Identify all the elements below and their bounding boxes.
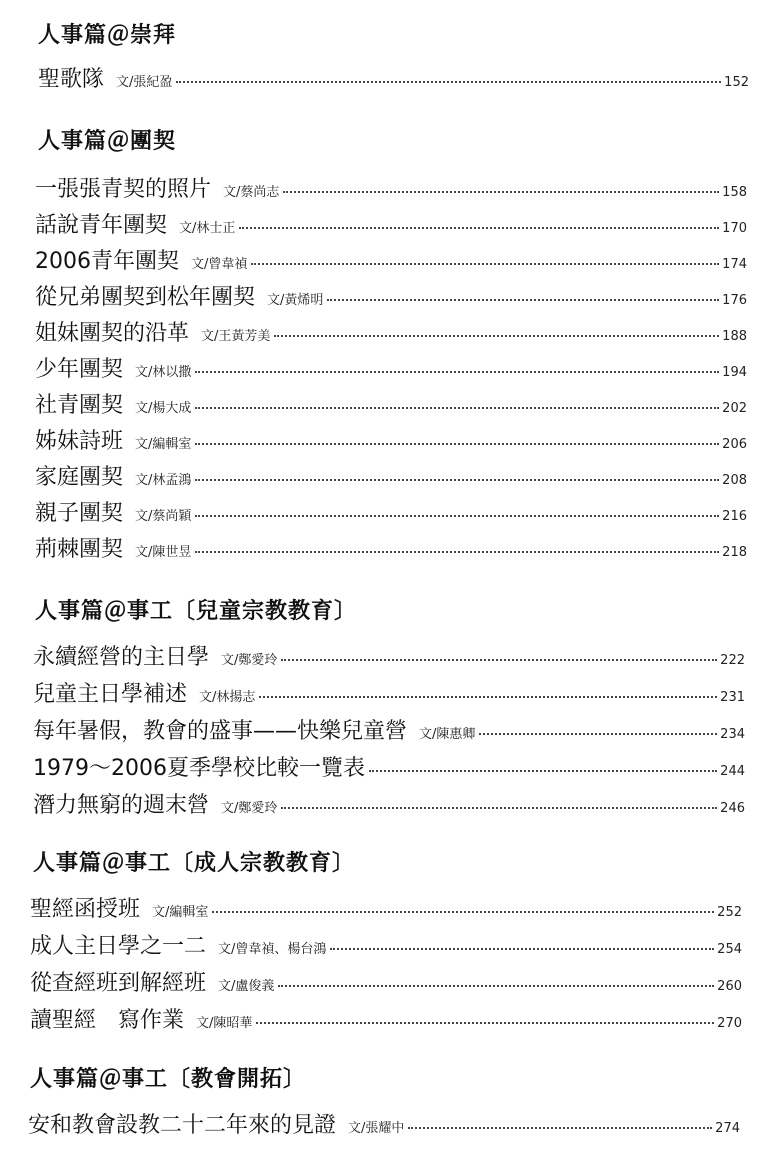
entry-page: 194 <box>722 365 747 380</box>
entry-title: 安和教會設教二十二年來的見證 <box>28 1113 337 1138</box>
toc-entry[interactable] <box>30 929 742 960</box>
entry-page: 202 <box>722 401 747 416</box>
entry-author: 文/陳世昱 <box>135 545 192 560</box>
toc-entry[interactable] <box>30 892 742 923</box>
entry-author: 文/黃烯明 <box>267 293 324 308</box>
entry-author: 文/張紀盈 <box>116 75 173 90</box>
entry-author: 文/蔡尚志 <box>223 185 280 200</box>
entry-title: 家庭團契 <box>35 465 124 490</box>
entry-page: 158 <box>722 185 747 200</box>
entry-author: 文/陳昭華 <box>196 1016 253 1031</box>
entry-title: 姊妹詩班 <box>35 429 124 454</box>
entry-author: 文/林以撒 <box>135 365 192 380</box>
dot-leader <box>239 227 719 229</box>
dot-leader <box>195 551 719 553</box>
entry-page: 254 <box>717 942 742 957</box>
toc-entry[interactable] <box>35 316 747 347</box>
section-title-children-education: 人事篇＠事工〔兒童宗教教育〕 <box>35 598 358 624</box>
entry-title: 聖歌隊 <box>38 67 105 92</box>
dot-leader <box>195 479 719 481</box>
section-title-fellowship: 人事篇＠團契 <box>38 128 177 154</box>
dot-leader <box>212 911 714 913</box>
entry-page: 216 <box>722 509 747 524</box>
dot-leader <box>195 515 719 517</box>
entry-page: 188 <box>722 329 747 344</box>
entry-author: 文/林孟鴻 <box>135 473 192 488</box>
entry-author: 文/林揚志 <box>199 690 256 705</box>
toc-entry[interactable] <box>35 388 747 419</box>
entry-page: 270 <box>717 1016 742 1031</box>
entry-title: 永續經營的主日學 <box>33 645 210 670</box>
entry-author: 文/王黃芳美 <box>201 329 271 344</box>
entry-title: 2006青年團契 <box>35 249 179 274</box>
dot-leader <box>195 443 719 445</box>
toc-entry[interactable] <box>33 677 745 708</box>
toc-entry[interactable] <box>35 244 747 275</box>
toc-entry[interactable] <box>33 714 745 745</box>
toc-entry[interactable] <box>33 640 745 671</box>
toc-entry[interactable] <box>30 1003 742 1034</box>
entry-page: 206 <box>722 437 747 452</box>
entry-title: 社青團契 <box>35 393 124 418</box>
toc-entry[interactable] <box>30 966 742 997</box>
dot-leader <box>281 659 717 661</box>
toc-entry[interactable] <box>33 788 745 819</box>
entry-title: 每年暑假，教會的盛事——快樂兒童營 <box>33 719 408 744</box>
dot-leader <box>369 770 717 772</box>
toc-entry[interactable] <box>35 496 747 527</box>
entry-author: 文/張耀中 <box>348 1121 405 1136</box>
entry-author: 文/陳惠卿 <box>419 727 476 742</box>
toc-entry[interactable] <box>33 751 745 782</box>
entry-title: 從查經班到解經班 <box>30 971 207 996</box>
entry-author: 文/鄭愛玲 <box>221 801 278 816</box>
entry-author: 文/曾韋禎、楊台鴻 <box>218 942 327 957</box>
entry-page: 174 <box>722 257 747 272</box>
entry-author: 文/編輯室 <box>152 905 209 920</box>
entry-author: 文/編輯室 <box>135 437 192 452</box>
entry-author: 文/楊大成 <box>135 401 192 416</box>
dot-leader <box>195 371 719 373</box>
entry-title: 讀聖經 寫作業 <box>30 1008 185 1033</box>
entry-page: 152 <box>724 75 749 90</box>
toc-entry[interactable] <box>35 424 747 455</box>
entry-page: 246 <box>720 801 745 816</box>
toc-entry[interactable] <box>35 280 747 311</box>
entry-page: 231 <box>720 690 745 705</box>
dot-leader <box>278 985 714 987</box>
entry-author: 文/蔡尚穎 <box>135 509 192 524</box>
dot-leader <box>176 81 721 83</box>
toc-entry[interactable] <box>35 460 747 491</box>
toc-entry[interactable] <box>35 352 747 383</box>
entry-title: 從兄弟團契到松年團契 <box>35 285 256 310</box>
entry-title: 1979～2006夏季學校比較一覽表 <box>33 756 365 781</box>
toc-entry[interactable] <box>38 62 749 93</box>
entry-title: 親子團契 <box>35 501 124 526</box>
entry-page: 244 <box>720 764 745 779</box>
entry-page: 176 <box>722 293 747 308</box>
entry-page: 274 <box>715 1121 740 1136</box>
entry-title: 成人主日學之一二 <box>30 934 207 959</box>
entry-author: 文/盧俊義 <box>218 979 275 994</box>
entry-title: 話說青年團契 <box>35 213 168 238</box>
entry-page: 260 <box>717 979 742 994</box>
toc-entry[interactable] <box>35 172 747 203</box>
dot-leader <box>259 696 717 698</box>
entry-title: 聖經函授班 <box>30 897 141 922</box>
section-title-adult-education: 人事篇＠事工〔成人宗教教育〕 <box>33 850 356 876</box>
toc-entry[interactable] <box>28 1108 740 1139</box>
section-title-worship: 人事篇＠崇拜 <box>38 22 177 48</box>
entry-page: 218 <box>722 545 747 560</box>
dot-leader <box>408 1127 712 1129</box>
entry-page: 222 <box>720 653 745 668</box>
dot-leader <box>195 407 719 409</box>
entry-title: 少年團契 <box>35 357 124 382</box>
dot-leader <box>479 733 717 735</box>
entry-author: 文/曾韋禎 <box>191 257 248 272</box>
dot-leader <box>281 807 717 809</box>
entry-page: 252 <box>717 905 742 920</box>
dot-leader <box>251 263 719 265</box>
entry-title: 一張張青契的照片 <box>35 177 212 202</box>
dot-leader <box>327 299 719 301</box>
toc-entry[interactable] <box>35 532 747 563</box>
dot-leader <box>256 1022 714 1024</box>
entry-title: 潛力無窮的週末營 <box>33 793 210 818</box>
dot-leader <box>283 191 719 193</box>
entry-page: 234 <box>720 727 745 742</box>
entry-page: 208 <box>722 473 747 488</box>
entry-author: 文/鄭愛玲 <box>221 653 278 668</box>
dot-leader <box>274 335 719 337</box>
entry-title: 荊棘團契 <box>35 537 124 562</box>
entry-title: 兒童主日學補述 <box>33 682 188 707</box>
toc-entry[interactable] <box>35 208 747 239</box>
entry-author: 文/林士正 <box>179 221 236 236</box>
entry-page: 170 <box>722 221 747 236</box>
entry-title: 姐妹團契的沿革 <box>35 321 190 346</box>
section-title-church-planting: 人事篇＠事工〔教會開拓〕 <box>30 1066 307 1092</box>
dot-leader <box>330 948 714 950</box>
